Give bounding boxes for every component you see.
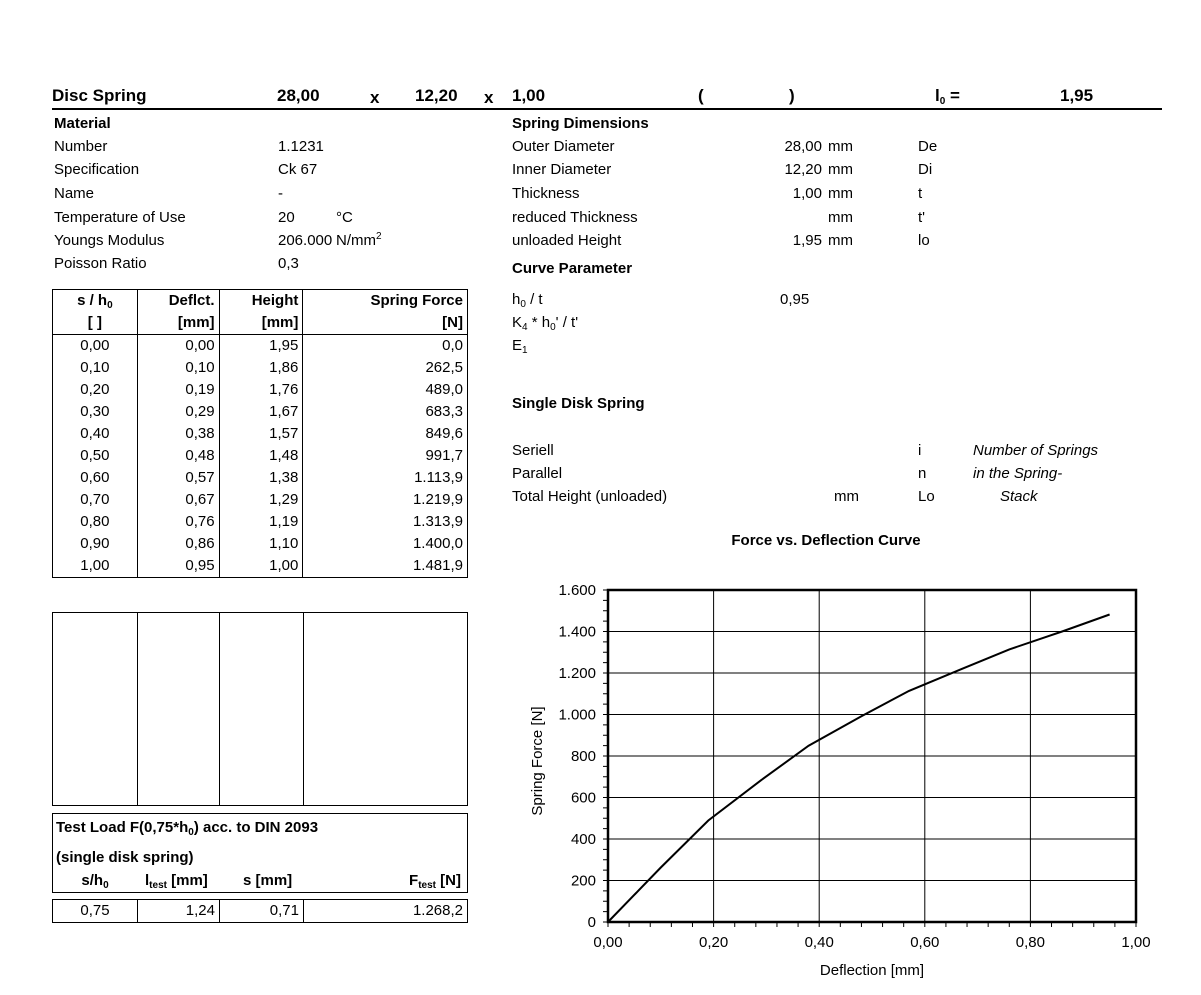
table-row — [53, 489, 468, 511]
table-cell: 0,20 — [53, 379, 138, 401]
table-cell: 0,76 — [137, 511, 219, 533]
header-l0-label: $l_0$ = — [935, 86, 960, 107]
test-col-s-h0: $s/h_0$ — [81, 872, 109, 891]
test-value-s-h0: 0,75 — [80, 902, 110, 919]
single-spring-heading: Single Disk Spring — [512, 395, 645, 412]
table-cell: 0,00 — [53, 335, 138, 358]
header-rule — [52, 108, 1162, 110]
table-cell: 0,95 — [137, 555, 219, 578]
curve-param-e1-label: $E_1$ — [512, 337, 528, 356]
table-cell: 1.313,9 — [303, 511, 468, 533]
note-line-1: Number of Springs — [973, 442, 1099, 459]
x-tick-label: 0,00 — [593, 934, 623, 951]
test-col-s: s [mm] — [243, 872, 293, 889]
table-header-row — [53, 290, 468, 313]
table-cell: 0,40 — [53, 423, 138, 445]
total-height-symbol: Lo — [918, 488, 935, 505]
table-cell: 0,10 — [137, 357, 219, 379]
material-temp-unit: °C — [336, 209, 353, 226]
table-row — [53, 379, 468, 401]
unit-force: [N] — [303, 312, 468, 335]
table-row — [53, 423, 468, 445]
dim-thickness-value: 1,00 — [792, 185, 822, 202]
y-tick-label: 400 — [570, 831, 596, 848]
x-tick-label: 0,60 — [910, 934, 940, 951]
dim-inner-unit: mm — [828, 161, 853, 178]
table-row — [53, 467, 468, 489]
header-thickness: 1,00 — [512, 86, 546, 105]
parallel-label: Parallel — [512, 465, 563, 482]
dimensions-heading: Spring Dimensions — [512, 115, 649, 132]
table-cell: 1.481,9 — [303, 555, 468, 578]
table-cell: 0,80 — [53, 511, 138, 533]
dim-outer-label: Outer Diameter — [512, 138, 615, 155]
material-youngs-label: Youngs Modulus — [54, 232, 165, 249]
table-cell: 1.400,0 — [303, 533, 468, 555]
table-cell: 0,60 — [53, 467, 138, 489]
table-cell: 1,86 — [219, 357, 303, 379]
y-tick-label: 800 — [570, 748, 596, 765]
test-load-subtitle: (single disk spring) — [56, 849, 194, 866]
test-values-row — [52, 899, 468, 923]
header-l0-value: 1,95 — [1060, 86, 1094, 105]
col-header-deflection: Deflct. — [137, 290, 219, 313]
table-cell: 1,48 — [219, 445, 303, 467]
table-cell: 0,70 — [53, 489, 138, 511]
curve-param-h0t-label: $h_0$ / t — [512, 291, 543, 310]
table-cell: 0,29 — [137, 401, 219, 423]
table-row — [53, 445, 468, 467]
table-cell: 262,5 — [303, 357, 468, 379]
table-cell: 1.113,9 — [303, 467, 468, 489]
curve-param-k4-label: $K_4 * h_0'$ / t' — [512, 314, 579, 333]
table-cell: 1,29 — [219, 489, 303, 511]
y-tick-label: 600 — [570, 789, 596, 807]
table-row — [53, 511, 468, 533]
material-poisson-label: Poisson Ratio — [54, 255, 147, 272]
material-number-value: 1.1231 — [278, 138, 324, 155]
chart-series — [608, 614, 1110, 922]
dim-thickness-label: Thickness — [512, 185, 580, 202]
table-cell: 0,38 — [137, 423, 219, 445]
material-name-label: Name — [54, 185, 95, 202]
x-tick-label: 0,20 — [698, 934, 729, 951]
chart-title: Force vs. Deflection Curve — [731, 532, 921, 549]
curve-param-heading: Curve Parameter — [512, 260, 633, 277]
dim-reduced-label: reduced Thickness — [512, 209, 638, 226]
unit-height: [mm] — [219, 312, 303, 335]
header-x-1: x — [370, 88, 380, 107]
col-header-force: Spring Force — [303, 290, 468, 313]
table-cell: 1,10 — [219, 533, 303, 555]
header-paren-open: ( — [698, 86, 704, 105]
chart-grid — [603, 590, 1136, 927]
table-row — [53, 357, 468, 379]
table-cell: 489,0 — [303, 379, 468, 401]
y-tick-label: 200 — [570, 872, 596, 890]
table-cell: 991,7 — [303, 445, 468, 467]
header-x-2: x — [484, 88, 494, 107]
table-cell: 0,10 — [53, 357, 138, 379]
y-tick-label: 1.200 — [558, 665, 596, 682]
dim-inner-value: 12,20 — [784, 161, 822, 178]
dim-height-value: 1,95 — [792, 232, 822, 249]
seriell-symbol: i — [918, 442, 922, 459]
material-youngs-value: 206.000 — [278, 232, 333, 249]
test-value-s: 0,71 — [269, 902, 299, 919]
y-axis-label: Spring Force [N] — [529, 706, 546, 816]
parallel-symbol: n — [918, 465, 927, 482]
table-cell: 0,90 — [53, 533, 138, 555]
x-axis-label: Deflection [mm] — [819, 962, 925, 979]
dim-outer-symbol: De — [918, 138, 938, 155]
dim-inner-label: Inner Diameter — [512, 161, 612, 178]
test-load-box — [52, 813, 468, 893]
table-row — [53, 335, 468, 358]
note-line-2: in the Spring- — [973, 465, 1063, 482]
material-spec-value: Ck 67 — [278, 161, 318, 178]
test-value-ftest: 1.268,2 — [412, 902, 463, 919]
unit-deflection: [mm] — [137, 312, 219, 335]
table-unit-row — [53, 312, 468, 335]
total-height-label: Total Height (unloaded) — [512, 488, 668, 505]
table-cell: 0,50 — [53, 445, 138, 467]
deflection-table — [52, 289, 468, 578]
x-tick-label: 1,00 — [1121, 934, 1151, 951]
material-spec-label: Specification — [54, 161, 140, 178]
material-number-label: Number — [54, 138, 108, 155]
y-tick-label: 1.000 — [558, 706, 596, 724]
col-header-height: Height — [219, 290, 303, 313]
table-cell: 1.219,9 — [303, 489, 468, 511]
table-cell: 683,3 — [303, 401, 468, 423]
test-value-ltest: 1,24 — [185, 902, 215, 919]
material-heading: Material — [54, 115, 111, 132]
dim-height-symbol: lo — [918, 232, 930, 249]
dim-outer-unit: mm — [828, 138, 853, 155]
table-cell: 849,6 — [303, 423, 468, 445]
x-tick-label: 0,40 — [804, 934, 834, 951]
dim-reduced-symbol: t' — [918, 209, 926, 226]
dim-thickness-unit: mm — [828, 185, 853, 202]
dim-height-unit: mm — [828, 232, 853, 249]
table-cell: 1,95 — [219, 335, 303, 358]
table-cell: 0,67 — [137, 489, 219, 511]
chart-ticks — [558, 582, 1150, 951]
material-poisson-value: 0,3 — [278, 255, 299, 272]
curve-param-h0t-value: 0,95 — [780, 291, 810, 308]
total-height-unit: mm — [834, 488, 859, 505]
empty-box-divider — [303, 613, 304, 805]
table-cell: 1,00 — [53, 555, 138, 578]
table-row — [53, 401, 468, 423]
table-cell: 1,00 — [219, 555, 303, 578]
x-tick-label: 0,80 — [1015, 934, 1046, 951]
test-col-ltest: $l_{test}$ [mm] — [145, 872, 208, 891]
test-col-ftest: $F_{test}$ [N] — [409, 872, 461, 891]
material-temp-label: Temperature of Use — [54, 209, 186, 226]
col-header-s-h0: s / $h_0$ — [53, 290, 138, 313]
table-cell: 1,57 — [219, 423, 303, 445]
table-cell: 1,67 — [219, 401, 303, 423]
y-tick-label: 1.400 — [558, 623, 596, 641]
table-cell: 0,57 — [137, 467, 219, 489]
empty-table-box — [52, 612, 468, 806]
material-temp-value: 20 — [278, 209, 295, 226]
table-cell: 0,86 — [137, 533, 219, 555]
dim-thickness-symbol: t — [918, 185, 923, 202]
force-deflection-chart — [500, 525, 1190, 990]
table-cell: 0,19 — [137, 379, 219, 401]
dim-reduced-unit: mm — [828, 209, 853, 226]
y-tick-label: 0 — [587, 914, 596, 931]
table-cell: 1,19 — [219, 511, 303, 533]
table-cell: 0,00 — [137, 335, 219, 358]
unit-s-h0: [ ] — [53, 312, 138, 335]
table-row — [53, 555, 468, 578]
material-name-value: - — [278, 185, 283, 202]
table-cell: 1,76 — [219, 379, 303, 401]
y-tick-label: 1.600 — [558, 582, 596, 599]
test-load-title: Test Load $F(0,75*h_0)$ acc. to DIN 2093 — [56, 819, 319, 838]
header-outer-diameter: 28,00 — [277, 86, 320, 105]
dim-inner-symbol: Di — [918, 161, 933, 178]
note-line-3: Stack — [1000, 488, 1038, 505]
empty-box-divider — [137, 613, 138, 805]
series-line — [608, 615, 1110, 923]
header-inner-diameter: 12,20 — [415, 86, 458, 105]
header-paren-close: ) — [789, 86, 795, 105]
table-row — [53, 533, 468, 555]
dim-height-label: unloaded Height — [512, 232, 622, 249]
empty-box-divider — [219, 613, 220, 805]
table-cell: 1,38 — [219, 467, 303, 489]
table-cell: 0,30 — [53, 401, 138, 423]
seriell-label: Seriell — [512, 442, 554, 459]
material-youngs-unit: $N/mm^2$ — [336, 231, 382, 249]
table-cell: 0,0 — [303, 335, 468, 358]
doc-title: Disc Spring — [52, 86, 147, 105]
dim-outer-value: 28,00 — [784, 138, 822, 155]
table-cell: 0,48 — [137, 445, 219, 467]
